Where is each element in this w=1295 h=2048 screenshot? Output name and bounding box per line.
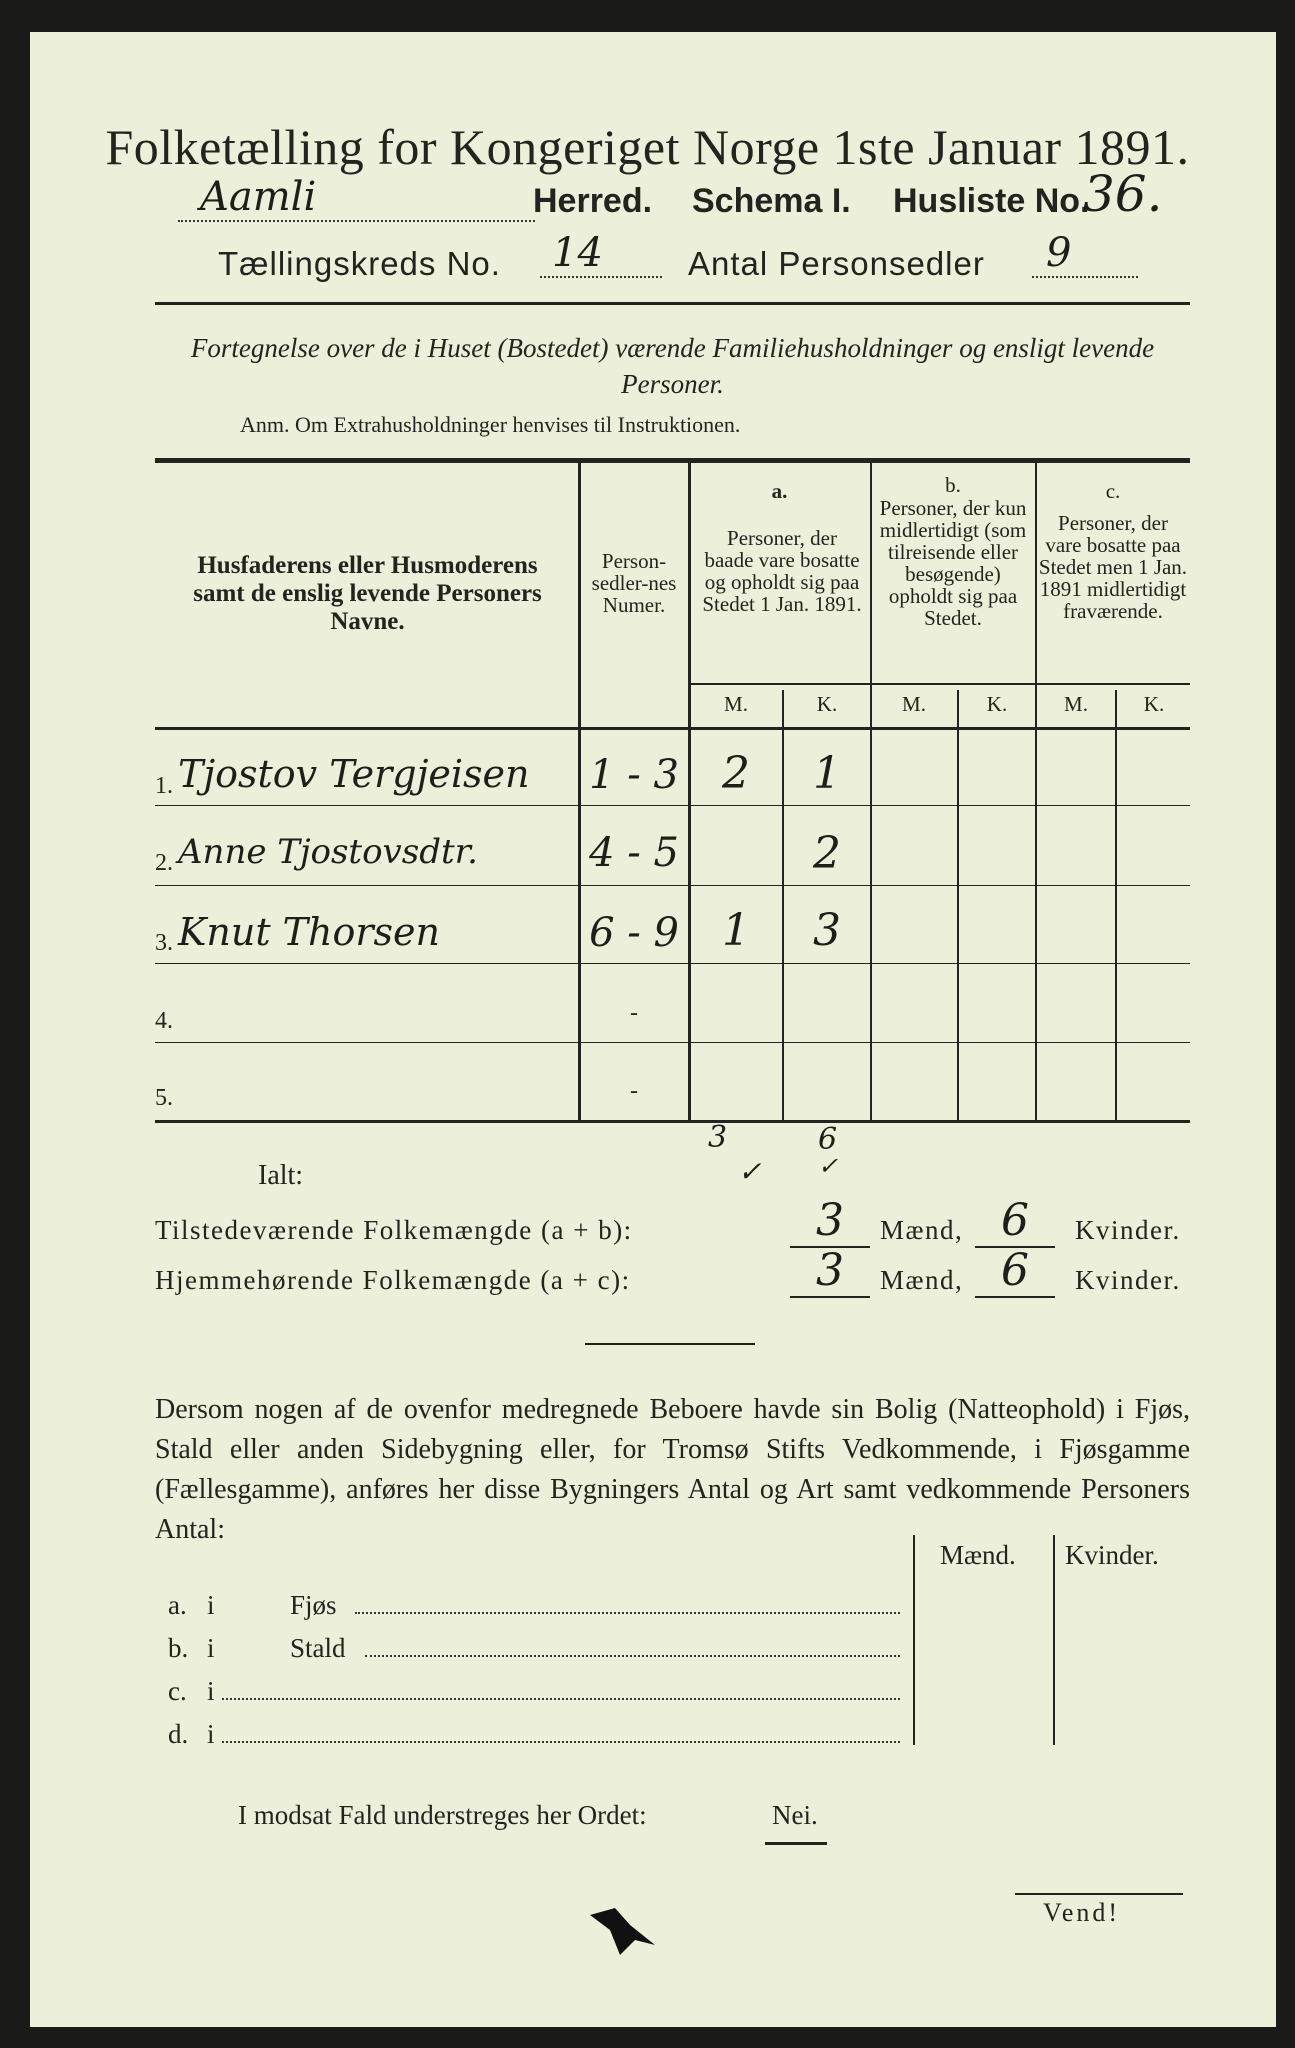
anm-note: Anm. Om Extrahusholdninger henvises til Instruktionen. — [240, 412, 741, 437]
col-b-m-label: M. — [902, 692, 926, 716]
row-number: 2. — [155, 850, 173, 876]
herred-value: Aamli — [178, 174, 535, 222]
outbuilding-letter: a. — [168, 1590, 187, 1620]
col-divider-name — [578, 463, 581, 1120]
outbuilding-label: Stald — [290, 1633, 346, 1663]
antal-personsedler-value: 9 — [1032, 230, 1138, 278]
maend-label: Mænd, — [880, 1215, 964, 1245]
outbuilding-letter: b. — [168, 1633, 189, 1663]
col-b-k-label: K. — [986, 692, 1008, 716]
personsedler-numer: - — [630, 1078, 638, 1104]
col-divider-a-mk — [782, 690, 784, 1120]
table-bottom-rule — [155, 1120, 1190, 1123]
a-kvinder-value: 2 — [813, 828, 841, 879]
hjemme-maend: 3 — [790, 1245, 870, 1298]
fill-line — [365, 1655, 900, 1657]
ink-blot-icon — [585, 1900, 665, 1960]
outbuilding-i: i — [207, 1590, 215, 1620]
tilstede-maend: 3 — [790, 1195, 870, 1248]
vend-rule — [1015, 1893, 1183, 1895]
outbuilding-letter: d. — [168, 1719, 189, 1749]
antal-personsedler-label: Antal Personsedler — [688, 245, 985, 282]
col-c-k-label: K. — [1143, 692, 1165, 716]
form-title: Folketælling for Kongeriget Norge 1ste Januar 1891. — [105, 119, 1190, 175]
a-maend-value: 2 — [722, 748, 750, 799]
outbuildings-col-divider — [913, 1535, 915, 1745]
row-number: 4. — [155, 1008, 173, 1034]
kvinder-label: Kvinder. — [1075, 1265, 1181, 1295]
col-a-header: Personer, der baade vare bosatte og opholdt sig paa Stedet 1 Jan. 1891. — [702, 526, 862, 616]
row-number: 3. — [155, 930, 173, 956]
row-number: 1. — [155, 773, 173, 799]
outbuilding-i: i — [207, 1719, 215, 1749]
a-kvinder-value: 3 — [813, 905, 841, 956]
fortegnelse-text: Fortegnelse over de i Huset (Bostedet) værende Familiehusholdninger og ensligt levende Personer. — [190, 333, 1155, 399]
taellingskreds-value: 14 — [540, 230, 662, 278]
taellingskreds-label: Tællingskreds No. — [218, 245, 501, 282]
row-rule — [155, 805, 1190, 806]
tally-maend: 3 — [708, 1120, 728, 1155]
outbuilding-letter: c. — [168, 1676, 187, 1706]
names-column-header: Husfaderens eller Husmoderens samt de enslig levende Personers Navne. — [193, 552, 542, 635]
a-kvinder-value: 1 — [813, 748, 841, 799]
row-rule — [155, 1042, 1190, 1043]
row-rule — [155, 963, 1190, 964]
col-a-k-label: K. — [816, 692, 838, 716]
col-divider-numer — [688, 463, 691, 1120]
husliste-label: Husliste No. — [893, 182, 1090, 220]
col-divider-b — [1035, 463, 1037, 1120]
outbuilding-i: i — [207, 1633, 215, 1663]
col-divider-b-mk — [957, 690, 959, 1120]
schema-label: Schema I. — [692, 182, 851, 220]
herred-label: Herred. — [533, 182, 653, 220]
nei-underline — [765, 1842, 827, 1845]
hjemme-kvinder: 6 — [975, 1245, 1055, 1298]
personsedler-numer: - — [630, 1000, 638, 1026]
personsedler-numer: 6 - 9 — [589, 910, 679, 956]
col-divider-c-mk — [1115, 690, 1117, 1120]
fill-line — [355, 1612, 900, 1614]
col-divider-a — [870, 463, 872, 1120]
kvinder-label: Kvinder. — [1075, 1215, 1181, 1245]
col-b-header: Personer, der kun midlertidigt (som tilreisende eller besøgende) opholdt sig paa Stedet. — [879, 496, 1027, 630]
outbuildings-col-divider — [1053, 1535, 1055, 1745]
ialt-label: Ialt: — [258, 1160, 304, 1191]
fill-line — [222, 1741, 900, 1743]
person-name: Anne Tjostovsdtr. — [178, 832, 478, 872]
husliste-value: 36. — [1083, 165, 1163, 223]
col-a-m-label: M. — [724, 692, 748, 716]
col-c-letter: c. — [1105, 479, 1121, 503]
fill-line — [222, 1698, 900, 1700]
maend-label: Mænd, — [880, 1265, 964, 1295]
modsat-text: I modsat Fald understreges her Ordet: — [238, 1800, 647, 1830]
personsedler-numer: 4 - 5 — [589, 830, 679, 876]
tick-mark-icon: ✓ — [738, 1155, 762, 1188]
outbuilding-label: Fjøs — [290, 1590, 337, 1620]
row-number: 5. — [155, 1085, 173, 1111]
tilstede-label: Tilstedeværende Folkemængde (a + b): — [155, 1215, 633, 1245]
person-name: Knut Thorsen — [178, 910, 441, 954]
col-c-m-label: M. — [1064, 692, 1088, 716]
outbuilding-i: i — [207, 1676, 215, 1706]
col-b-letter: b. — [945, 473, 961, 497]
a-maend-value: 1 — [722, 905, 750, 956]
nei-word: Nei. — [772, 1800, 818, 1830]
header-divider — [155, 302, 1190, 305]
outbuildings-paragraph: Dersom nogen af de ovenfor medregnede Beboere havde sin Bolig (Natteophold) i Fjøs, Stald eller anden Sidebygning eller, for Tromsø Stifts Vedkommende, i Fjøsgamme (Fællesgamme), anføres her disse Bygningers Antal og Art samt vedkommende Personers Antal: — [155, 1394, 1190, 1545]
herred-field — [178, 174, 513, 222]
section-divider — [585, 1343, 755, 1345]
mk-subheader-rule — [690, 683, 1190, 685]
row-rule — [155, 885, 1190, 886]
col-a-letter: a. — [771, 479, 788, 503]
vend-label: Vend! — [1043, 1898, 1121, 1927]
tally-kvinder: 6 — [818, 1122, 838, 1157]
maend-column-header: Mænd. — [940, 1540, 1016, 1570]
tilstede-kvinder: 6 — [975, 1195, 1055, 1248]
kvinder-column-header: Kvinder. — [1065, 1540, 1159, 1570]
tick-mark-icon: ✓ — [818, 1152, 839, 1180]
hjemme-label: Hjemmehørende Folkemængde (a + c): — [155, 1265, 631, 1295]
col-c-header: Personer, der vare bosatte paa Stedet men 1 Jan. 1891 midlertidigt fraværende. — [1038, 511, 1188, 623]
person-name: Tjostov Tergjeisen — [178, 752, 530, 796]
personsedler-numer: 1 - 3 — [589, 752, 679, 798]
numer-column-header: Person-sedler-nes Numer. — [591, 549, 677, 617]
